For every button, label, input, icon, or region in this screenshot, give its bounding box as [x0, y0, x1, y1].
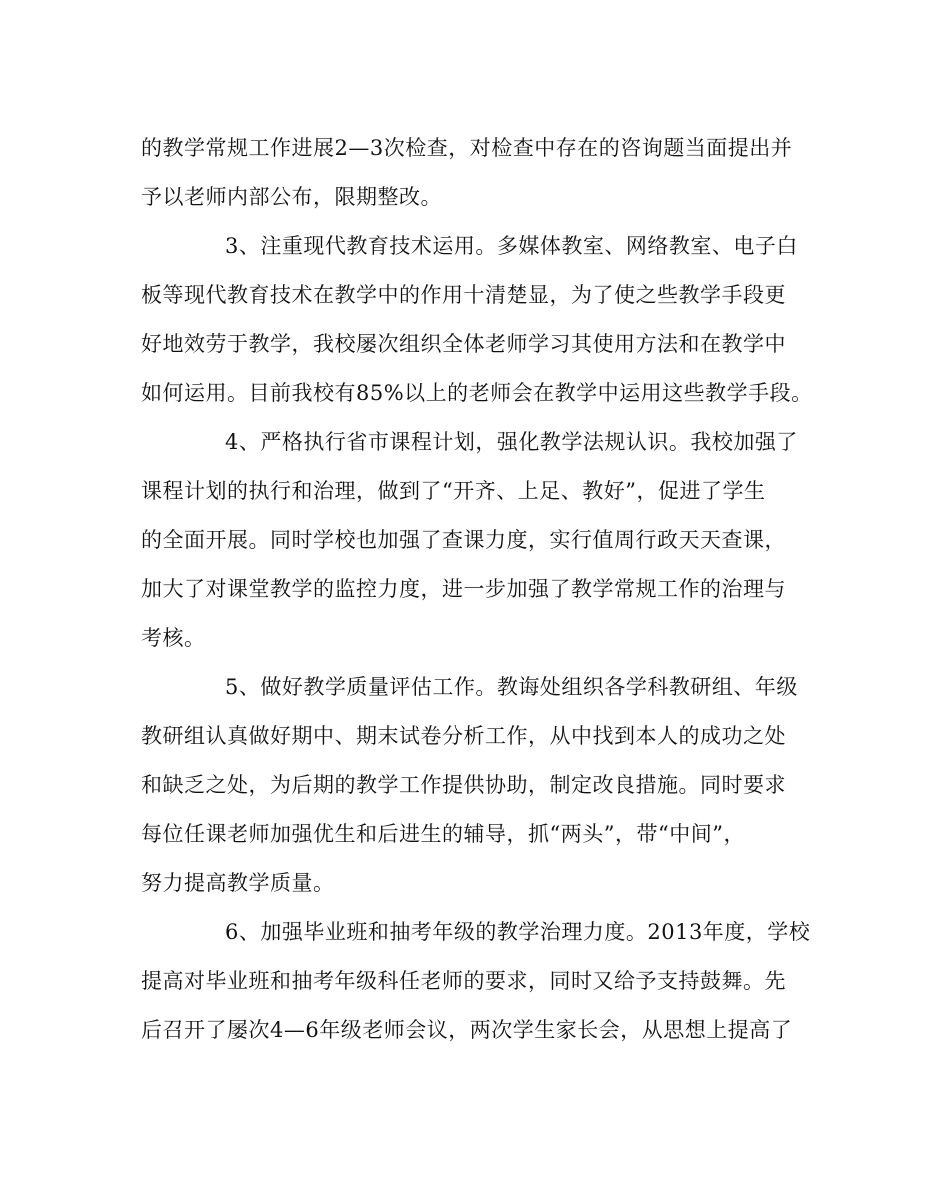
text-line: 后召开了屡次4—6年级老师会议，两次学生家长会，从思想上提高了	[141, 1018, 793, 1042]
paragraph-start-line: 5、做好教学质量评估工作。教诲处组织各学科教研组、年级	[225, 675, 798, 699]
text-line: 教研组认真做好期中、期末试卷分析工作，从中找到本人的成功之处	[141, 724, 786, 748]
text-line: 和缺乏之处，为后期的教学工作提供协助，制定改良措施。同时要求	[141, 773, 786, 797]
text-line: 考核。	[141, 626, 206, 650]
text-line: 好地效劳于教学，我校屡次组织全体老师学习其使用方法和在教学中	[141, 332, 786, 356]
text-line: 提高对毕业班和抽考年级科任老师的要求，同时又给予支持鼓舞。先	[141, 969, 786, 993]
paragraph-start-line: 6、加强毕业班和抽考年级的教学治理力度。2013年度，学校	[225, 920, 811, 944]
text-line: 每位任课老师加强优生和后进生的辅导，抓“两头”，带“中间”，	[141, 822, 745, 846]
text-line: 予以老师内部公布，限期整改。	[141, 185, 442, 209]
paragraph-start-line: 4、严格执行省市课程计划，强化教学法规认识。我校加强了	[225, 430, 798, 454]
text-line: 努力提高教学质量。	[141, 871, 335, 895]
text-line: 加大了对课堂教学的监控力度，进一步加强了教学常规工作的治理与	[141, 577, 786, 601]
text-line: 板等现代教育技术在教学中的作用十清楚显，为了使之些教学手段更	[141, 283, 786, 307]
text-line: 的教学常规工作进展2—3次检查，对检查中存在的咨询题当面提出并	[141, 136, 793, 160]
text-line: 课程计划的执行和治理，做到了“开齐、上足、教好”，促进了学生	[141, 479, 766, 503]
paragraph-start-line: 3、注重现代教育技术运用。多媒体教室、网络教室、电子白	[225, 234, 798, 258]
text-line: 的全面开展。同时学校也加强了查课力度，实行值周行政天天查课，	[141, 528, 786, 552]
text-line: 如何运用。目前我校有85%以上的老师会在教学中运用这些教学手段。	[141, 381, 813, 405]
